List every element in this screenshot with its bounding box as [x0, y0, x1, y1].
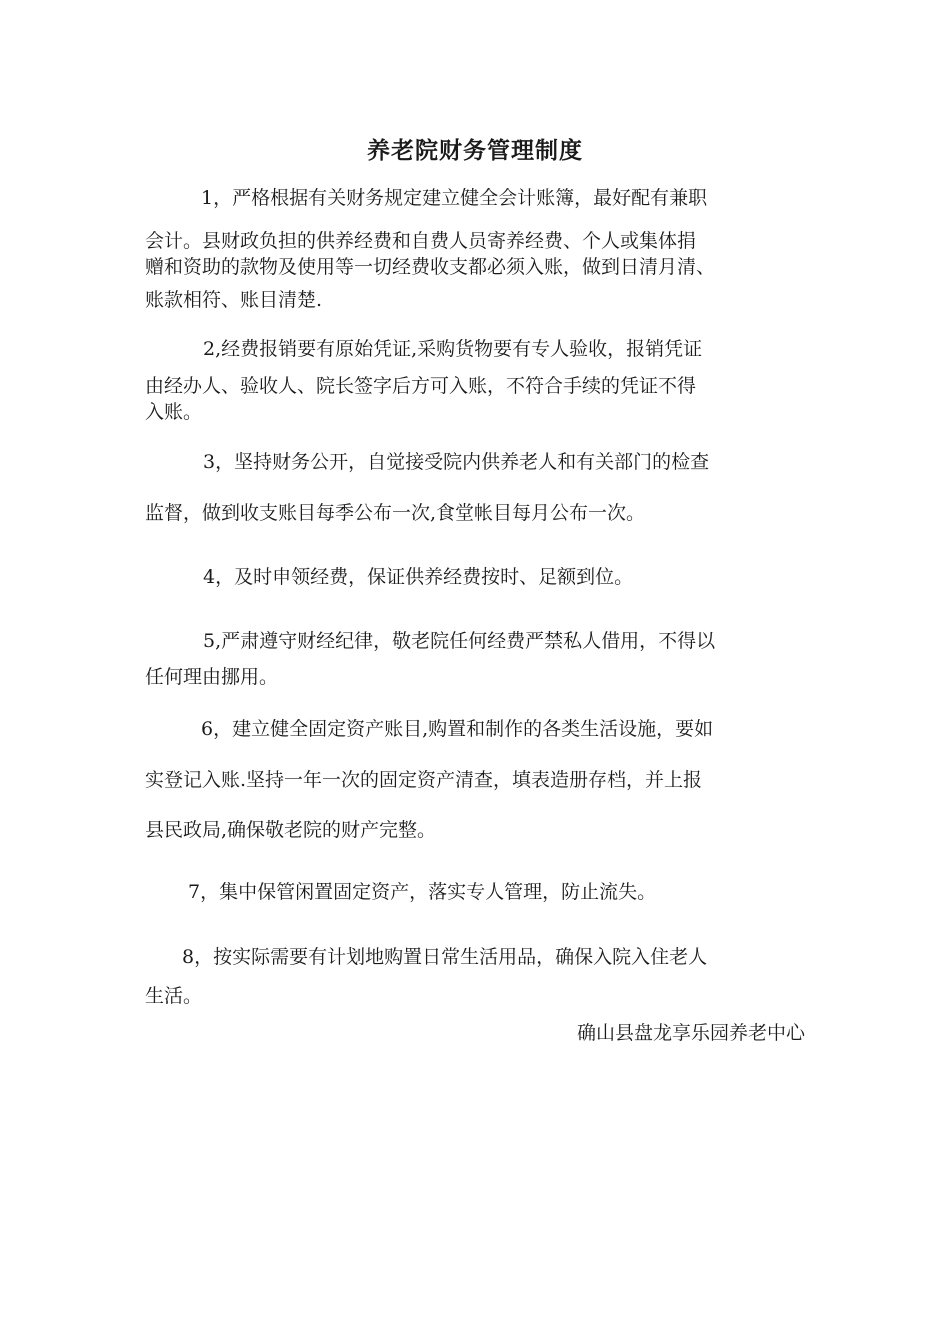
article-2-line-3: 入账。	[145, 401, 203, 423]
article-7-line-1: 7，集中保管闲置固定资产，落实专人管理，防止流失。	[188, 881, 657, 903]
article-1-line-2: 会计。县财政负担的供养经费和自费人员寄养经费、个人或集体捐	[145, 230, 697, 252]
article-6-line-3: 县民政局,确保敬老院的财产完整。	[145, 819, 437, 841]
article-5-line-1: 5,严肃遵守财经纪律，敬老院任何经费严禁私人借用，不得以	[203, 630, 716, 652]
article-2-line-1: 2,经费报销要有原始凭证,采购货物要有专人验收，报销凭证	[203, 338, 703, 360]
article-3-line-2: 监督，做到收支账目每季公布一次,食堂帐目每月公布一次。	[145, 502, 646, 524]
article-1-line-3: 赠和资助的款物及使用等一切经费收支都必须入账，做到日清月清、	[145, 256, 716, 278]
article-8-line-1: 8，按实际需要有计划地购置日常生活用品，确保入院入住老人	[182, 946, 708, 968]
article-2-line-2: 由经办人、验收人、院长签字后方可入账，不符合手续的凭证不得	[145, 375, 697, 397]
article-8-line-2: 生活。	[145, 985, 203, 1007]
signature-organization: 确山县盘龙享乐园养老中心	[576, 1022, 805, 1044]
article-6-line-2: 实登记入账.坚持一年一次的固定资产清查，填表造册存档，并上报	[145, 769, 703, 791]
article-3-line-1: 3，坚持财务公开，自觉接受院内供养老人和有关部门的检查	[203, 451, 710, 473]
article-5-line-2: 任何理由挪用。	[145, 666, 279, 688]
article-1-line-4: 账款相符、账目清楚.	[145, 289, 323, 311]
document-title: 养老院财务管理制度	[367, 137, 583, 164]
article-1-line-1: 1，严格根据有关财务规定建立健全会计账簿，最好配有兼职	[201, 187, 708, 209]
article-6-line-1: 6，建立健全固定资产账目,购置和制作的各类生活设施，要如	[201, 718, 714, 740]
article-4-line-1: 4，及时申领经费，保证供养经费按时、足额到位。	[203, 566, 634, 588]
